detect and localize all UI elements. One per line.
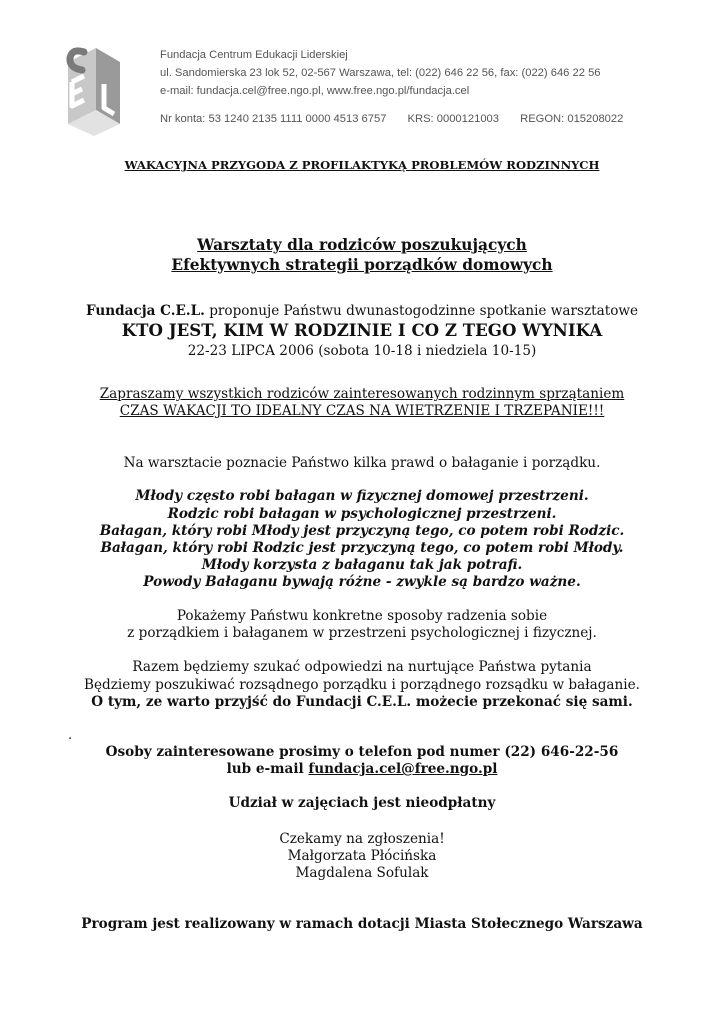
show-line-2: z porządkiem i bałaganem w przestrzeni psychologicznej i fizycznej. bbox=[127, 625, 597, 641]
invite-line-2: CZAS WAKACJI TO IDEALNY CZAS NA WIETRZENIE I TRZEPANIE!!! bbox=[119, 403, 605, 419]
banner-heading: WAKACYJNA PRZYGODA Z PROFILAKTYKĄ PROBLEMÓW RODZINNYCH bbox=[124, 158, 600, 172]
bank-account: Nr konta: 53 1240 2135 1111 0000 4513 6757 bbox=[160, 113, 387, 125]
cel-logo bbox=[54, 40, 126, 136]
workshop-title: KTO JEST, KIM W RODZINIE I CO Z TEGO WYNIKA bbox=[121, 320, 603, 340]
title-line-2: Efektywnych strategii porządków domowych bbox=[171, 256, 553, 274]
truth-item: Młody często robi bałagan w fizycznej domowej przestrzeni. bbox=[135, 488, 589, 504]
truth-item: Rodzic robi bałagan w psychologicznej przestrzeni. bbox=[167, 506, 557, 522]
closing-text: Czekamy na zgłoszenia! bbox=[279, 831, 445, 847]
stray-dot: . bbox=[68, 728, 73, 743]
intro-line bbox=[0, 303, 724, 319]
regon-number: REGON: 015208022 bbox=[520, 113, 624, 125]
seek-line-3: O tym, ze warto przyjść do Fundacji C.E.L. możecie przekonać się sami. bbox=[91, 694, 633, 710]
contact-email-link[interactable]: fundacja.cel@free.ngo.pl bbox=[308, 761, 498, 777]
intro-org: Fundacja C.E.L. bbox=[85, 303, 205, 319]
krs-number: KRS: 0000121003 bbox=[407, 113, 499, 125]
show-line-1: Pokażemy Państwu konkretne sposoby radzenia sobie bbox=[176, 608, 548, 624]
invite-line-1: Zapraszamy wszystkich rodziców zainteresowanych rodzinnym sprzątaniem bbox=[99, 386, 625, 402]
workshop-dates: 22-23 LIPCA 2006 (sobota 10-18 i niedziela 10-15) bbox=[187, 343, 537, 359]
seek-line-2: Będziemy poszukiwać rozsądnego porządku i porządnego rozsądku w bałaganie. bbox=[83, 677, 641, 693]
truths-intro: Na warsztacie poznacie Państwo kilka prawd o bałaganie i porządku. bbox=[123, 455, 601, 471]
org-header bbox=[160, 46, 641, 128]
truth-item: Bałagan, który robi Młody jest przyczyną tego, co potem robi Rodzic. bbox=[99, 523, 625, 539]
contact-email-prefix: lub e-mail bbox=[226, 761, 309, 777]
org-name: Fundacja Centrum Edukacji Liderskiej bbox=[160, 49, 348, 61]
org-address: ul. Sandomierska 23 lok 52, 02-567 Warszawa, tel: (022) 646 22 56, fax: (022) 646 22 56 bbox=[160, 67, 601, 79]
signer-name: Magdalena Sofulak bbox=[295, 865, 429, 881]
signer-name: Małgorzata Płócińska bbox=[287, 848, 437, 864]
truth-item: Młody korzysta z bałaganu tak jak potrafi. bbox=[201, 557, 523, 573]
truth-item: Powody Bałaganu bywają różne - zwykle są bardzo ważne. bbox=[143, 574, 581, 590]
contact-phone: Osoby zainteresowane prosimy o telefon pod numer (22) 646-22-56 bbox=[105, 744, 619, 760]
funding-note: Program jest realizowany w ramach dotacji Miasta Stołecznego Warszawa bbox=[81, 916, 643, 932]
title-line-1: Warsztaty dla rodziców poszukujących bbox=[197, 236, 527, 254]
seek-line-1: Razem będziemy szukać odpowiedzi na nurtujące Państwa pytania bbox=[132, 659, 592, 675]
intro-text: proponuje Państwu dwunastogodzinne spotkanie warsztatowe bbox=[204, 303, 639, 319]
truth-item: Bałagan, który robi Rodzic jest przyczyną tego, co potem robi Młody. bbox=[100, 540, 624, 556]
free-participation: Udział w zajęciach jest nieodpłatny bbox=[228, 795, 496, 811]
org-registry bbox=[160, 110, 641, 128]
org-email-www: e-mail: fundacja.cel@free.ngo.pl, www.free.ngo.pl/fundacja.cel bbox=[160, 85, 470, 97]
contact-email-line bbox=[0, 761, 724, 777]
